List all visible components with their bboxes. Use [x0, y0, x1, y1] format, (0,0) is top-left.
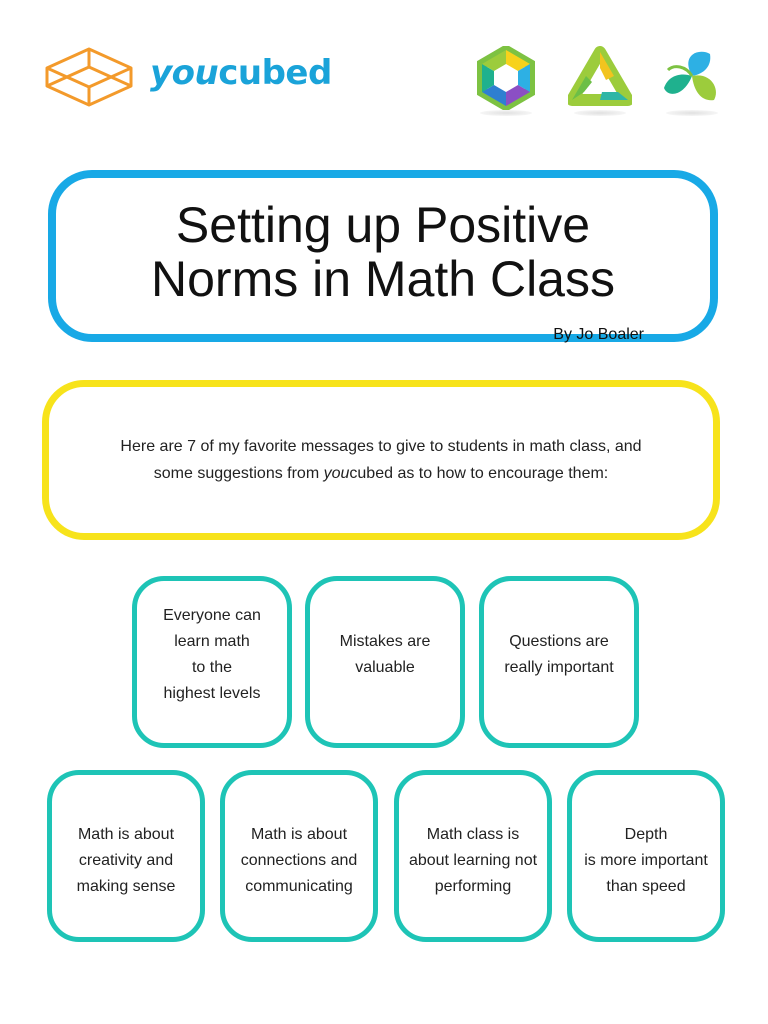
message-text: Depth is more important than speed — [584, 826, 708, 895]
hexagon-badge-icon — [474, 46, 538, 110]
message-text: Questions are really important — [504, 633, 614, 676]
message-card — [47, 770, 205, 942]
message-text: Math class is about learning not performing — [408, 826, 538, 895]
intro-text — [69, 433, 693, 487]
leaf-badge-icon — [660, 46, 724, 110]
intro-line-1: Here are 7 of my favorite messages to give to students in math class, and — [120, 438, 642, 455]
title-box — [48, 170, 718, 342]
badge-shadow — [480, 110, 532, 116]
message-text: Mistakes are valuable — [339, 633, 431, 676]
author-byline: By Jo Boaler — [553, 326, 644, 343]
triangle-badge-icon — [568, 46, 632, 110]
logo-you: you — [150, 53, 219, 93]
message-text: Everyone can learn math to the highest levels — [163, 607, 261, 702]
page-title: Setting up Positive Norms in Math Class — [151, 197, 615, 307]
badge-shadow — [666, 110, 718, 116]
intro-line-2-brand: you — [323, 465, 350, 482]
message-card — [394, 770, 552, 942]
message-card — [220, 770, 378, 942]
intro-line-2-before: some suggestions from — [153, 465, 324, 482]
intro-line-2-after: cubed as to how to encourage them: — [349, 465, 609, 482]
message-text: Math is about connections and communicating — [240, 826, 358, 895]
badge-shadow — [574, 110, 626, 116]
message-card — [132, 576, 292, 748]
message-card — [305, 576, 465, 748]
youcubed-cube-logo-icon — [44, 46, 134, 108]
youcubed-wordmark — [150, 53, 332, 93]
message-card — [479, 576, 639, 748]
intro-box — [42, 380, 720, 540]
logo-cubed: cubed — [218, 53, 332, 93]
message-card — [567, 770, 725, 942]
message-text: Math is about creativity and making sense — [76, 826, 176, 895]
